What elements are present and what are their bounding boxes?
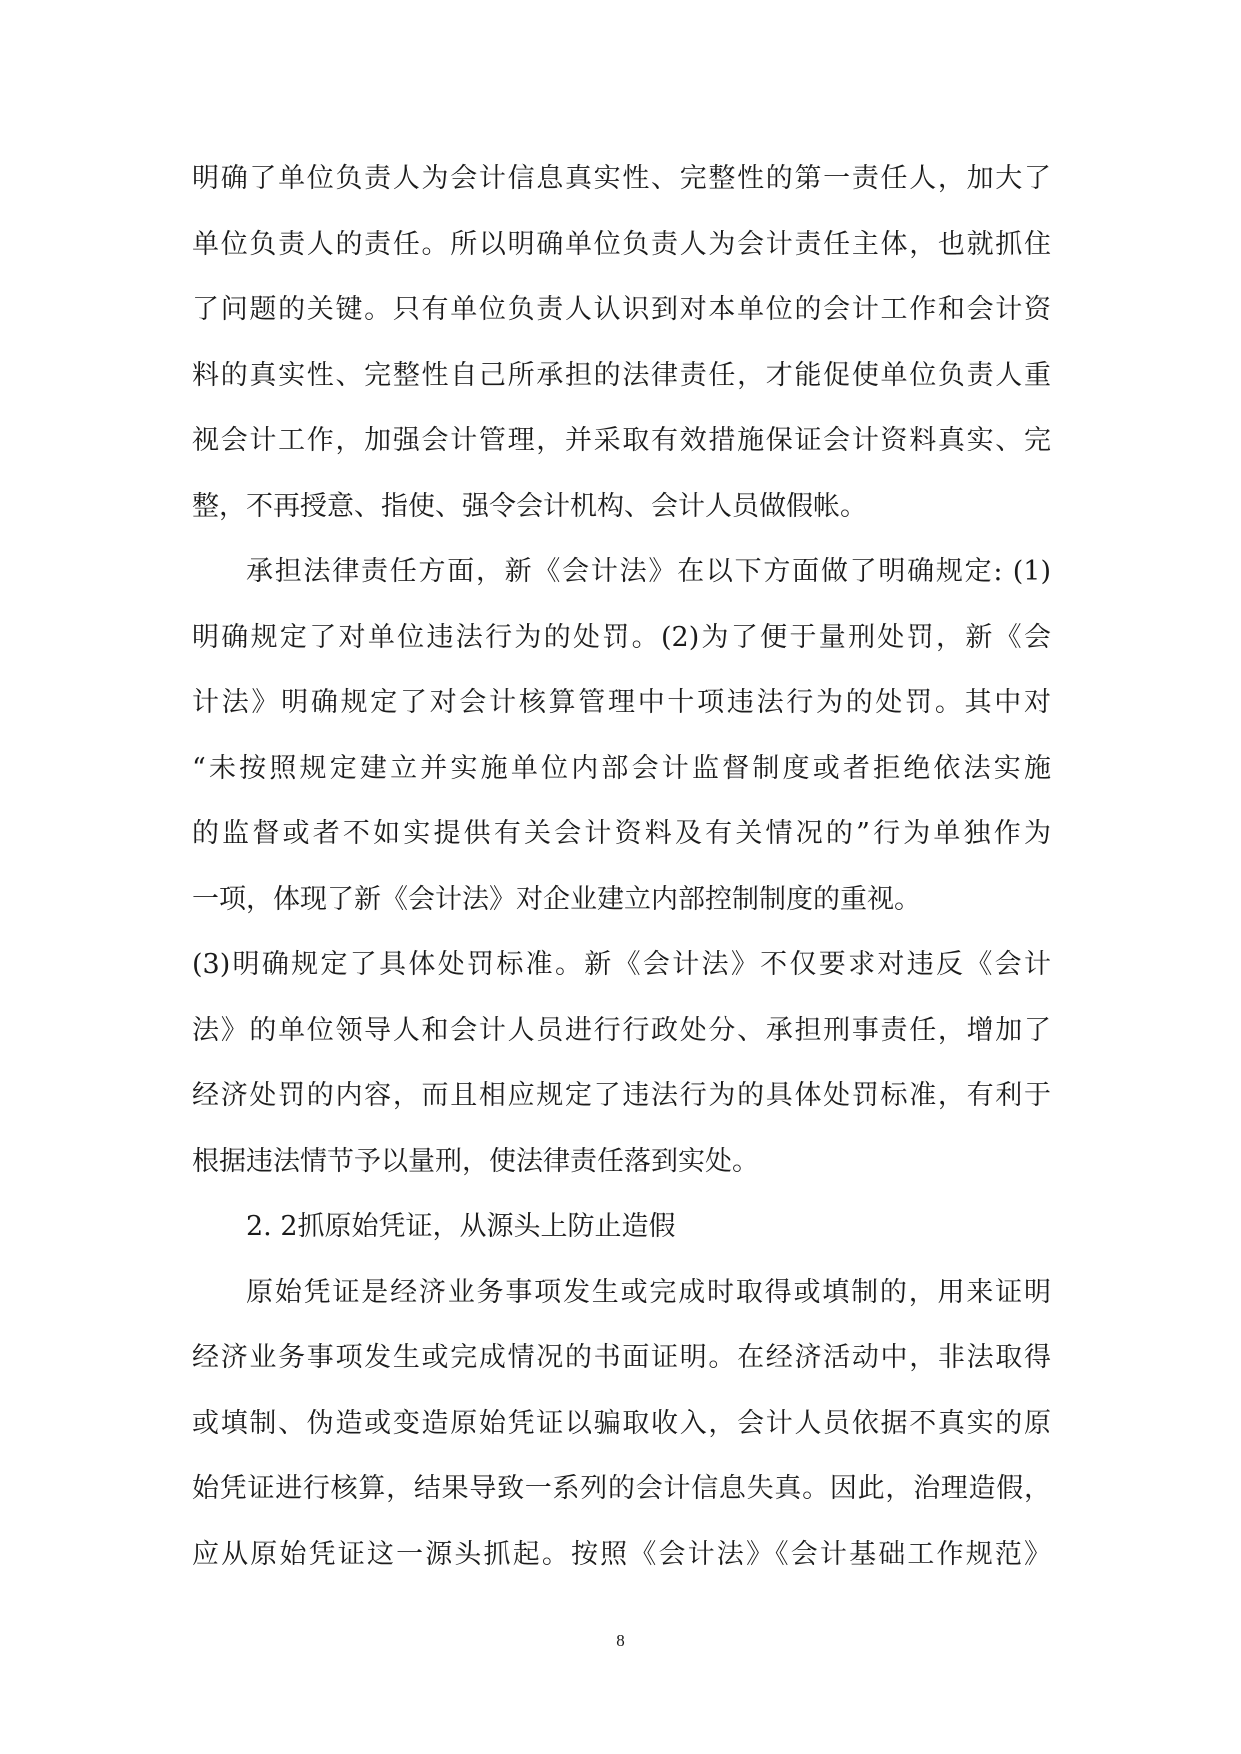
body-text: [192, 146, 1051, 1587]
text-line: 料的真实性、完整性自己所承担的法律责任，才能促使单位负责人重: [192, 359, 1051, 391]
paragraph: [192, 146, 1051, 539]
text-line: 的监督或者不如实提供有关会计资料及有关情况的”行为单独作为: [192, 818, 1051, 849]
text-line: 根据违法情节予以量刑，使法律责任落到实处。: [192, 1145, 759, 1177]
text-line: 一项，体现了新《会计法》对企业建立内部控制制度的重视。: [192, 883, 921, 915]
text-line: 了问题的关键。只有单位负责人认识到对本单位的会计工作和会计资: [192, 294, 1051, 325]
text-line: 原始凭证是经济业务事项发生或完成时取得或填制的，用来证明: [246, 1276, 1051, 1308]
text-line: 或填制、伪造或变造原始凭证以骗取收入，会计人员依据不真实的原: [192, 1407, 1051, 1439]
paragraph: [192, 1260, 1051, 1588]
text-line: 整，不再授意、指使、强令会计机构、会计人员做假帐。: [192, 490, 867, 522]
text-line: 法》的单位领导人和会计人员进行行政处分、承担刑事责任，增加了: [192, 1014, 1051, 1046]
text-line: 明确了单位负责人为会计信息真实性、完整性的第一责任人，加大了: [192, 163, 1051, 194]
text-line: 单位负责人的责任。所以明确单位负责人为会计责任主体，也就抓住: [192, 228, 1051, 260]
text-line: 应从原始凭证这一源头抓起。按照《会计法》《会计基础工作规范》: [192, 1538, 1051, 1570]
text-line: 经济业务事项发生或完成情况的书面证明。在经济活动中，非法取得: [192, 1342, 1051, 1373]
text-line: 视会计工作，加强会计管理，并采取有效措施保证会计资料真实、完: [192, 425, 1051, 456]
text-line: 承担法律责任方面，新《会计法》在以下方面做了明确规定: (1): [246, 556, 1051, 587]
text-line: 明确规定了对单位违法行为的处罚。(2)为了便于量刑处罚，新《会: [192, 621, 1051, 653]
text-line: “未按照规定建立并实施单位内部会计监督制度或者拒绝依法实施: [192, 752, 1051, 784]
paragraph: [192, 539, 1051, 932]
paragraph: [192, 932, 1051, 1194]
section-heading: 2. 2抓原始凭证，从源头上防止造假: [246, 1211, 676, 1242]
page-number: 8: [616, 1631, 625, 1650]
text-line: (3)明确规定了具体处罚标准。新《会计法》不仅要求对违反《会计: [192, 949, 1051, 980]
text-line: 始凭证进行核算，结果导致一系列的会计信息失真。因此，治理造假，: [192, 1473, 1051, 1504]
text-line: 经济处罚的内容，而且相应规定了违法行为的具体处罚标准，有利于: [192, 1080, 1051, 1111]
text-line: 计法》明确规定了对会计核算管理中十项违法行为的处罚。其中对: [192, 687, 1051, 718]
